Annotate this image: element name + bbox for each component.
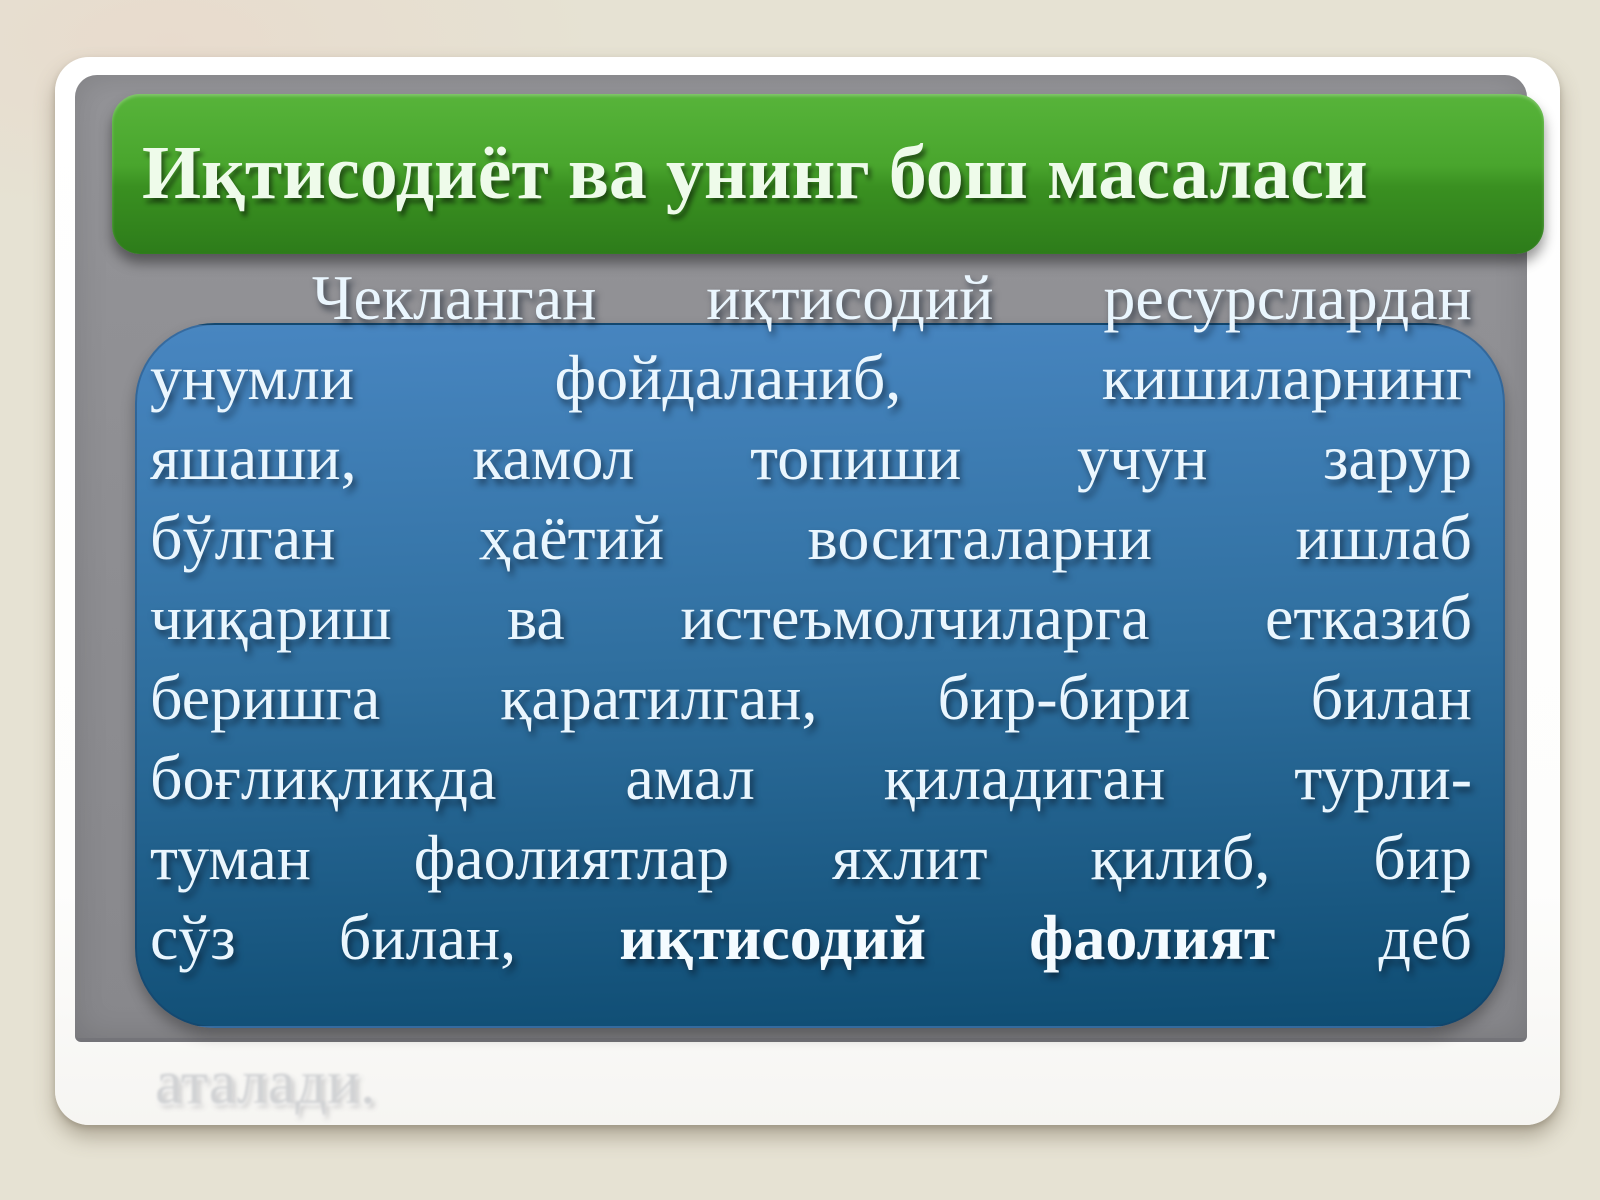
word: қаратилган, bbox=[500, 662, 818, 733]
closing-text: аталади. bbox=[155, 1049, 376, 1117]
word: зарур bbox=[1323, 422, 1472, 493]
word: иқтисодий bbox=[706, 262, 994, 333]
word: бир bbox=[1373, 822, 1472, 893]
word: воситаларни bbox=[807, 502, 1153, 573]
word: яшаши, bbox=[150, 422, 357, 493]
word: фаолият bbox=[1029, 902, 1276, 973]
word: ишлаб bbox=[1295, 502, 1472, 573]
title-bar bbox=[112, 94, 1544, 254]
word: ҳаётий bbox=[478, 502, 665, 573]
word: туман bbox=[150, 822, 311, 893]
word: турли- bbox=[1294, 742, 1472, 813]
word: қилиб, bbox=[1090, 822, 1271, 893]
slide-title: Иқтисодиёт ва унинг бош масаласи bbox=[142, 131, 1368, 215]
word: ресурслардан bbox=[1103, 262, 1472, 333]
body-line bbox=[150, 898, 1472, 978]
body-line bbox=[150, 418, 1472, 498]
body-line bbox=[150, 578, 1472, 658]
word: қиладиган bbox=[883, 742, 1166, 813]
body-line bbox=[150, 498, 1472, 578]
body-line bbox=[150, 818, 1472, 898]
body-line bbox=[150, 658, 1472, 738]
word: учун bbox=[1077, 422, 1208, 493]
word: билан, bbox=[338, 902, 517, 973]
word: унумли bbox=[150, 342, 355, 413]
word: фаолиятлар bbox=[413, 822, 730, 893]
word: бўлган bbox=[150, 502, 336, 573]
word: топиши bbox=[750, 422, 962, 493]
word: камол bbox=[472, 422, 635, 493]
word: билан bbox=[1310, 662, 1472, 733]
word: кишиларнинг bbox=[1101, 342, 1472, 413]
body-line bbox=[150, 338, 1472, 418]
body-line bbox=[150, 738, 1472, 818]
word: ва bbox=[507, 582, 565, 653]
word: бир-бири bbox=[937, 662, 1191, 733]
first-line-indent bbox=[150, 258, 202, 338]
word: амал bbox=[625, 742, 755, 813]
body-text bbox=[150, 258, 1472, 978]
word: яхлит bbox=[831, 822, 988, 893]
word: Чекланган bbox=[311, 262, 597, 333]
slide-frame bbox=[55, 57, 1560, 1125]
word: иқтисодий bbox=[619, 902, 926, 973]
word: етказиб bbox=[1265, 582, 1472, 653]
word: истеъмолчиларга bbox=[680, 582, 1150, 653]
word: сўз bbox=[150, 902, 236, 973]
word: фойдаланиб, bbox=[554, 342, 902, 413]
word: беришга bbox=[150, 662, 381, 733]
word: деб bbox=[1378, 902, 1472, 973]
word: чиқариш bbox=[150, 582, 392, 653]
word: боғлиқликда bbox=[150, 742, 497, 813]
body-line bbox=[150, 258, 1472, 338]
